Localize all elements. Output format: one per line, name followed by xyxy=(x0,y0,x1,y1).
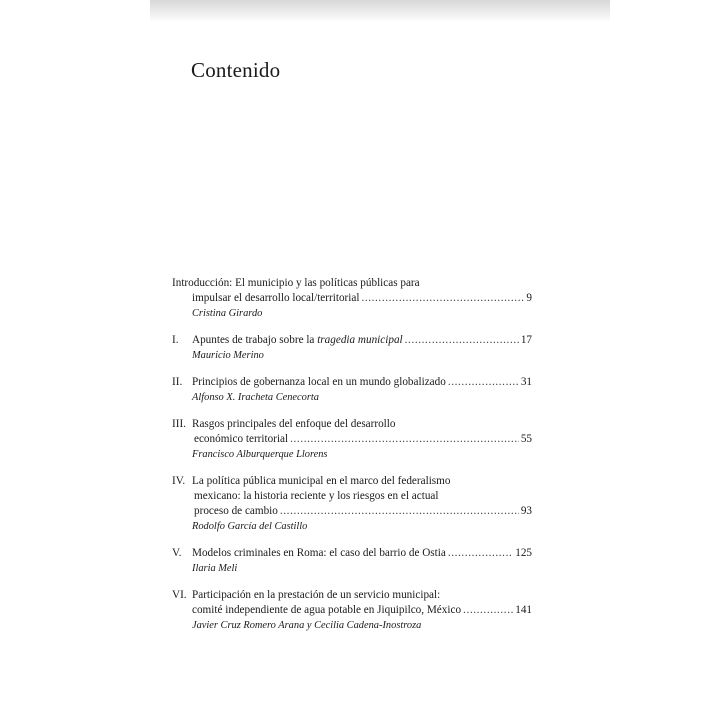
toc-entry-title-line: La política pública municipal en el marco del federalismo xyxy=(192,475,451,487)
toc-entry-4[interactable] xyxy=(172,474,532,535)
toc-numeral: II. xyxy=(172,376,183,388)
toc-entry-title: económico territorial xyxy=(194,433,289,445)
toc-author: Mauricio Merino xyxy=(192,350,264,361)
toc-entry-title: proceso de cambio xyxy=(194,505,278,517)
toc-numeral: I. xyxy=(172,334,179,346)
toc-entry-title-line: Introducción: El municipio y las políticas públicas para xyxy=(172,277,420,289)
toc-entry-3[interactable] xyxy=(172,417,532,463)
toc-numeral: V. xyxy=(172,547,182,559)
toc-entry-title-line: Rasgos principales del enfoque del desarrollo xyxy=(192,418,396,430)
toc-page-number: 55 xyxy=(520,433,532,445)
toc-numeral: III. xyxy=(172,418,186,430)
toc-entry-title: comité independiente de agua potable en Jiquipilco, México xyxy=(192,604,462,616)
toc-numeral: VI. xyxy=(172,589,187,601)
toc-entry-last-line xyxy=(192,504,532,519)
toc-page-number: 9 xyxy=(526,292,532,304)
toc-page-number: 31 xyxy=(520,376,532,388)
leader-dots xyxy=(405,333,519,348)
toc-entry-title: Principios de gobernanza local en un mundo globalizado xyxy=(192,376,446,388)
toc-entry-title: Apuntes de trabajo sobre la tragedia municipal xyxy=(192,334,403,346)
toc-entry-last-line xyxy=(192,546,532,561)
table-of-contents xyxy=(172,276,532,634)
toc-entry-2[interactable] xyxy=(172,375,532,406)
toc-page-number: 125 xyxy=(515,547,532,559)
toc-page-number: 93 xyxy=(520,505,532,517)
toc-entry-last-line xyxy=(192,375,532,390)
toc-entry-6[interactable] xyxy=(172,588,532,634)
leader-dots xyxy=(361,291,524,306)
page-title: Contenido xyxy=(191,58,281,82)
toc-entry-intro[interactable] xyxy=(172,276,532,322)
toc-entry-title: Modelos criminales en Roma: el caso del barrio de Ostia xyxy=(192,547,446,559)
toc-entry-last-line xyxy=(192,432,532,447)
toc-entry-5[interactable] xyxy=(172,546,532,577)
toc-page-number: 141 xyxy=(515,604,532,616)
toc-entry-last-line xyxy=(192,603,532,618)
toc-entry-last-line xyxy=(192,333,532,348)
toc-entry-title-italic: tragedia municipal xyxy=(317,334,403,346)
toc-entry-title-line: Participación en la prestación de un servicio municipal: xyxy=(192,589,441,601)
toc-entry-1[interactable] xyxy=(172,333,532,364)
leader-dots xyxy=(290,432,519,447)
leader-dots xyxy=(280,504,519,519)
toc-author: Alfonso X. Iracheta Cenecorta xyxy=(192,392,319,403)
toc-author: Ilaria Meli xyxy=(192,563,238,574)
toc-author: Cristina Girardo xyxy=(192,308,263,319)
toc-entry-title: impulsar el desarrollo local/territorial xyxy=(192,292,360,304)
toc-numeral: IV. xyxy=(172,475,186,487)
toc-author: Rodolfo García del Castillo xyxy=(192,521,308,532)
toc-entry-last-line xyxy=(172,291,532,306)
leader-dots xyxy=(463,603,513,618)
toc-author: Javier Cruz Romero Arana y Cecilia Cadena-Inostroza xyxy=(192,620,422,631)
toc-author: Francisco Alburquerque Llorens xyxy=(192,449,328,460)
leader-dots xyxy=(448,375,519,390)
toc-page-number: 17 xyxy=(520,334,532,346)
scan-top-shadow xyxy=(150,0,610,22)
toc-entry-title-line: mexicano: la historia reciente y los riesgos en el actual xyxy=(194,490,439,502)
leader-dots xyxy=(448,546,513,561)
